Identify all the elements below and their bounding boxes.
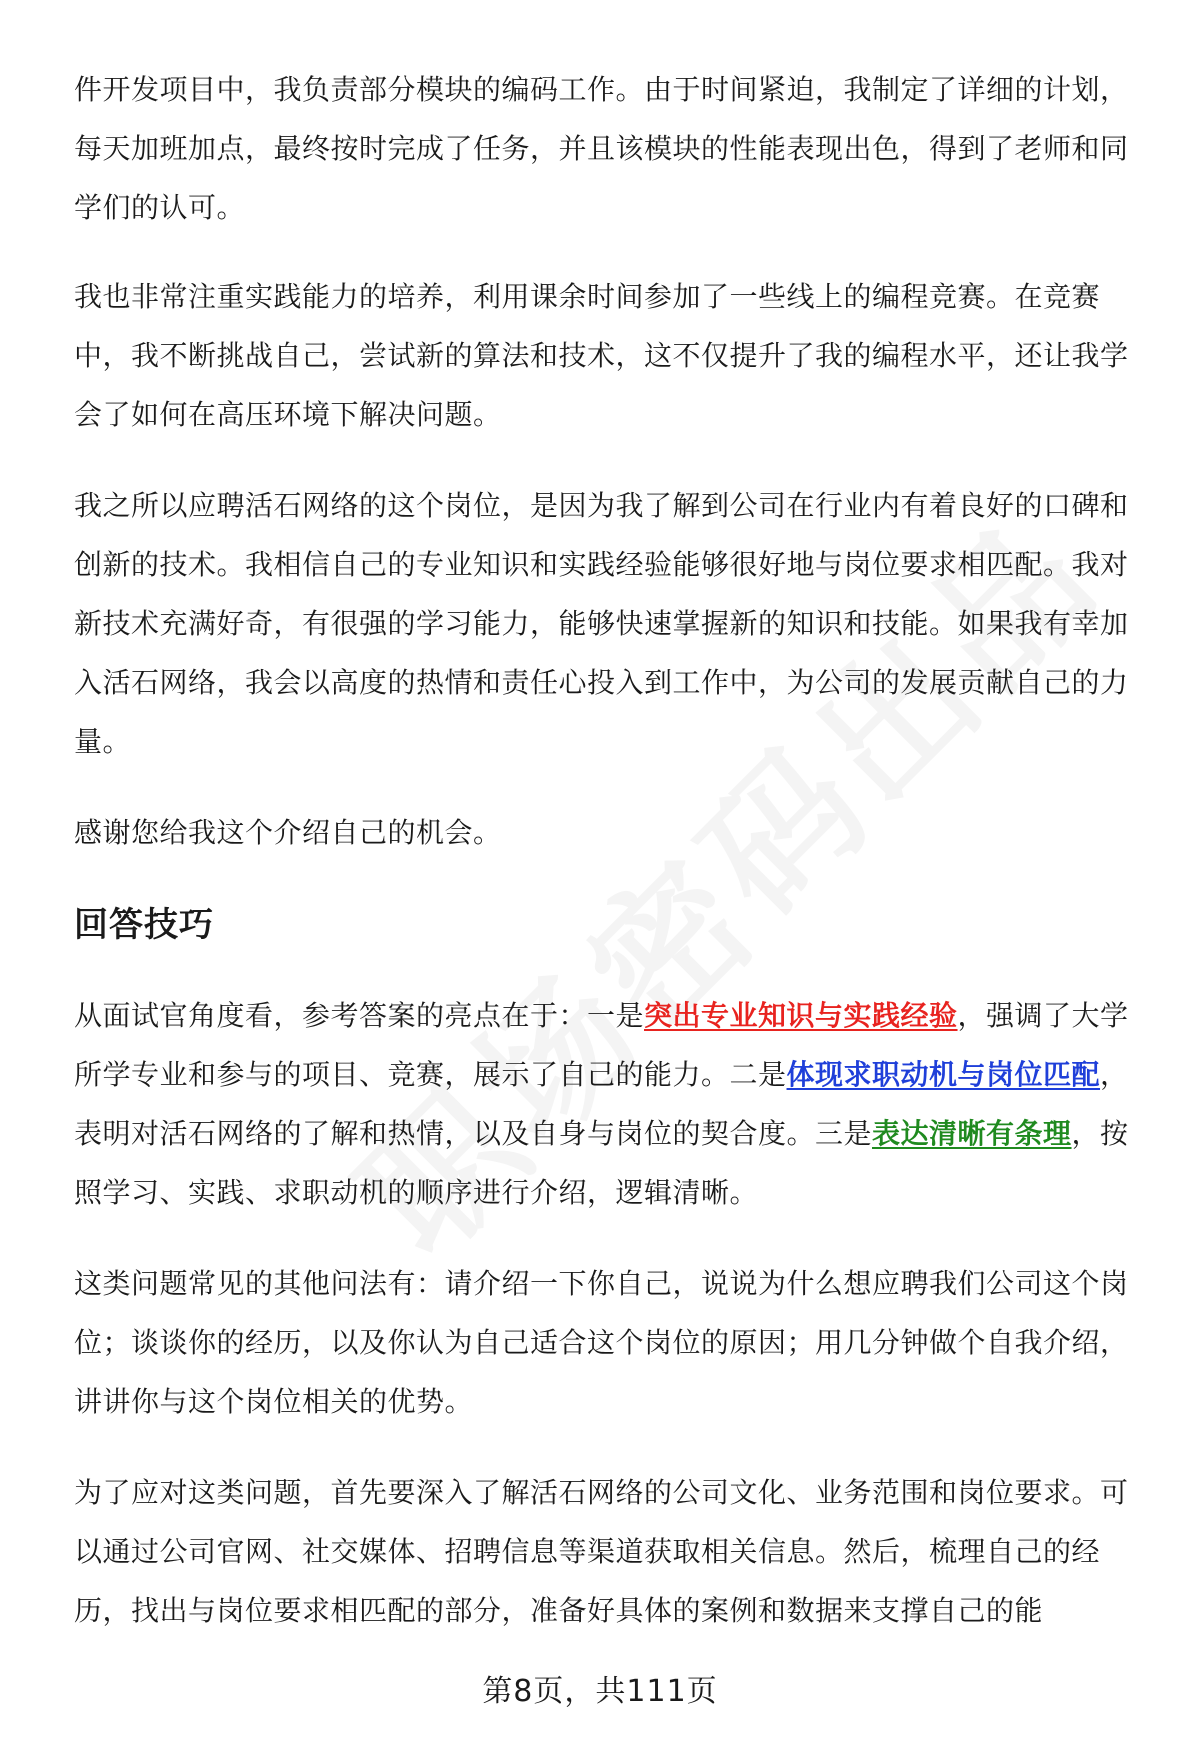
page-number-footer: 第8页，共111页 bbox=[482, 1674, 718, 1709]
tips-text: 从面试官角度看，参考答案的亮点在于：一是 bbox=[74, 999, 645, 1032]
tips-text: ，表明对活石网络的了解和热情，以及自身与岗位的契合度。三是 bbox=[74, 1058, 1129, 1150]
tips-paragraph bbox=[74, 986, 1146, 1222]
section-heading: 回答技巧 bbox=[74, 905, 214, 945]
body-paragraph: 为了应对这类问题，首先要深入了解活石网络的公司文化、业务范围和岗位要求。可以通过公司官网、社交媒体、招聘信息等渠道获取相关信息。然后，梳理自己的经历，找出与岗位要求相匹配的部分，准备好具体的案例和数据来支撑自己的能 bbox=[74, 1476, 1129, 1627]
body-paragraph: 我之所以应聘活石网络的这个岗位，是因为我了解到公司在行业内有着良好的口碑和创新的技术。我相信自己的专业知识和实践经验能够很好地与岗位要求相匹配。我对新技术充满好奇，有很强的学习能力，能够快速掌握新的知识和技能。如果我有幸加入活石网络，我会以高度的热情和责任心投入到工作中，为公司的发展贡献自己的力量。 bbox=[74, 489, 1129, 758]
body-paragraph: 我也非常注重实践能力的培养，利用课余时间参加了一些线上的编程竞赛。在竞赛中，我不断挑战自己，尝试新的算法和技术，这不仅提升了我的编程水平，还让我学会了如何在高压环境下解决问题。 bbox=[74, 280, 1129, 431]
tips-text: ，强调了大学所学专业和参与的项目、竞赛，展示了自己的能力。二是 bbox=[74, 999, 1129, 1091]
body-paragraph: 这类问题常见的其他问法有：请介绍一下你自己，说说为什么想应聘我们公司这个岗位；谈谈你的经历，以及你认为自己适合这个岗位的原因；用几分钟做个自我介绍，讲讲你与这个岗位相关的优势。 bbox=[74, 1267, 1129, 1418]
highlight-green: 表达清晰有条理 bbox=[872, 1117, 1072, 1150]
body-paragraph: 件开发项目中，我负责部分模块的编码工作。由于时间紧迫，我制定了详细的计划，每天加班加点，最终按时完成了任务，并且该模块的性能表现出色，得到了老师和同学们的认可。 bbox=[74, 73, 1129, 224]
tips-text: ，按照学习、实践、求职动机的顺序进行介绍，逻辑清晰。 bbox=[74, 1117, 1129, 1209]
highlight-red: 突出专业知识与实践经验 bbox=[644, 999, 958, 1032]
page-content bbox=[74, 60, 1146, 1640]
highlight-blue: 体现求职动机与岗位匹配 bbox=[786, 1058, 1101, 1091]
body-paragraph: 感谢您给我这个介绍自己的机会。 bbox=[74, 816, 502, 849]
